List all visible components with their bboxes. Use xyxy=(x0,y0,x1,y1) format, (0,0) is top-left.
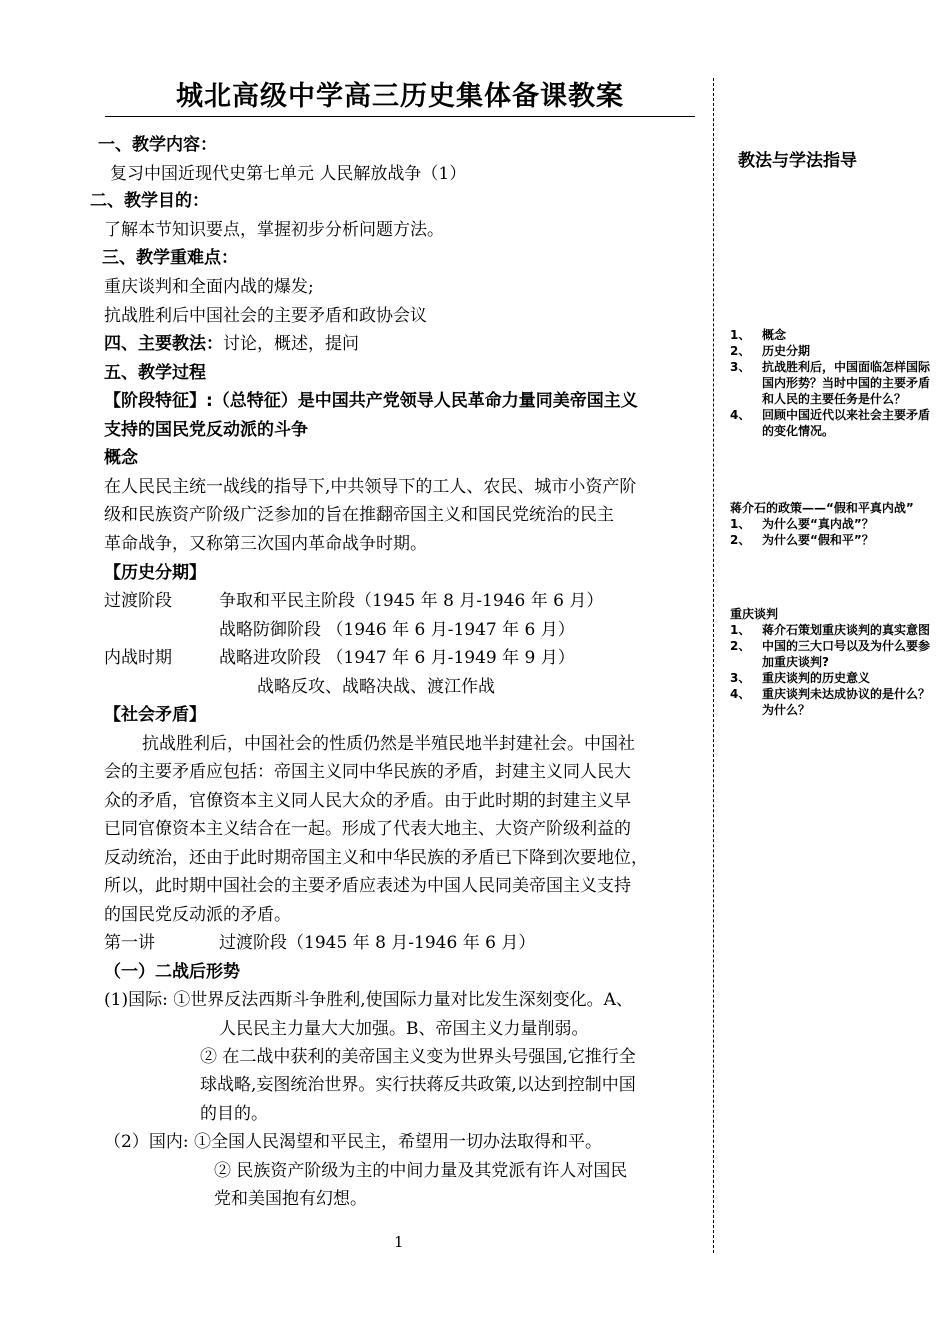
intl-line-3: ② 在二战中获利的美帝国主义变为世界头号强国,它推行全 xyxy=(200,1047,636,1067)
conflict-heading: 【社会矛盾】 xyxy=(104,705,206,725)
section-heading-key: 三、教学重难点： xyxy=(102,248,238,268)
period-3-text: 战略进攻阶段 （1947 年 6 月-1949 年 9 月） xyxy=(219,648,575,668)
section-heading-content: 一、教学内容： xyxy=(98,135,217,155)
sidebar-item: 1、 概念 xyxy=(730,328,787,342)
stage-line-2: 支持的国民党反动派的斗争 xyxy=(104,420,308,440)
sidebar-group-2 xyxy=(730,500,935,548)
stage-line-1: 【阶段特征】:（总特征）是中国共产党领导人民革命力量同美帝国主义 xyxy=(104,391,638,411)
conflict-line-6: 所以，此时期中国社会的主要矛盾应表述为中国人民同美帝国主义支持 xyxy=(104,876,631,896)
period-heading: 【历史分期】 xyxy=(104,563,206,583)
conflict-line-3: 众的矛盾，官僚资本主义同人民大众的矛盾。由于此时期的封建主义早 xyxy=(104,791,631,811)
sidebar-item: 1、 为什么要“真内战”？ xyxy=(730,517,874,531)
conflict-line-1: 抗战胜利后，中国社会的性质仍然是半殖民地半封建社会。中国社 xyxy=(142,734,635,754)
concept-line-3: 革命战争，又称第三次国内革命战争时期。 xyxy=(104,534,427,554)
sidebar-item: 4、 回顾中国近代以来社会主要矛盾的变化情况。 xyxy=(730,408,931,438)
section-heading-method: 四、主要教法： xyxy=(104,334,223,354)
postwar-heading: （一）二战后形势 xyxy=(104,962,240,982)
concept-line-1: 在人民民主统一战线的指导下,中共领导下的工人、农民、城市小资产阶 xyxy=(104,477,637,497)
sidebar-item: 3、 重庆谈判的历史意义 xyxy=(730,671,871,685)
sidebar-item: 1、 蒋介石策划重庆谈判的真实意图 xyxy=(730,623,931,637)
column-divider xyxy=(713,78,714,1253)
sidebar-heading-chongqing: 重庆谈判 xyxy=(730,607,779,621)
intl-line-1: (1)国际: ①世界反法西斯斗争胜利,使国际力量对比发生深刻变化。A、 xyxy=(104,990,633,1010)
sidebar-group-1 xyxy=(730,327,935,439)
intl-line-4: 球战略,妄图统治世界。实行扶蒋反共政策,以达到控制中国 xyxy=(200,1075,636,1095)
sidebar-item: 3、 抗战胜利后，中国面临怎样国际国内形势？当时中国的主要矛盾和人民的主要任务是什么？ xyxy=(730,360,931,406)
period-1-text: 争取和平民主阶段（1945 年 8 月-1946 年 6 月） xyxy=(219,591,604,611)
key-line-1: 重庆谈判和全面内战的爆发; xyxy=(104,277,314,297)
sidebar-item: 2、 中国的三大口号以及为什么要参加重庆谈判? xyxy=(730,639,931,669)
conflict-line-4: 已同官僚资本主义结合在一起。形成了代表大地主、大资产阶级利益的 xyxy=(104,819,631,839)
intl-line-2: 人民民主力量大大加强。B、帝国主义力量削弱。 xyxy=(219,1019,589,1039)
domestic-line-1: （2）国内: ①全国人民渴望和平民主，希望用一切办法取得和平。 xyxy=(104,1132,602,1152)
lecture-text: 过渡阶段（1945 年 8 月-1946 年 6 月） xyxy=(219,933,536,953)
key-line-2: 抗战胜利后中国社会的主要矛盾和政协会议 xyxy=(104,306,427,326)
sidebar-heading-policy: 蒋介石的政策——“假和平真内战” xyxy=(730,501,914,515)
lecture-label: 第一讲 xyxy=(104,933,155,953)
concept-heading: 概念 xyxy=(104,448,138,468)
section-heading-goal: 二、教学目的： xyxy=(90,191,209,211)
sidebar-item: 2、 历史分期 xyxy=(730,344,811,358)
domestic-line-2: ② 民族资产阶级为主的中间力量及其党派有许人对国民 xyxy=(214,1161,628,1181)
content-line: 复习中国近现代史第七单元 人民解放战争（1） xyxy=(110,164,467,184)
intl-line-5: 的目的。 xyxy=(200,1104,268,1124)
period-3-label: 内战时期 xyxy=(104,648,172,668)
section-heading-process: 五、教学过程 xyxy=(104,363,206,383)
concept-line-2: 级和民族资产阶级广泛参加的旨在推翻帝国主义和国民党统治的民主 xyxy=(104,505,614,525)
sidebar-group-3 xyxy=(730,606,935,718)
period-4-text: 战略反攻、战略决战、渡江作战 xyxy=(257,677,495,697)
method-text: 讨论，概述，提问 xyxy=(223,334,359,354)
period-1-label: 过渡阶段 xyxy=(104,591,172,611)
sidebar-title: 教法与学法指导 xyxy=(738,151,857,171)
page-title: 城北高级中学高三历史集体备课教案 xyxy=(105,74,695,117)
goal-line: 了解本节知识要点，掌握初步分析问题方法。 xyxy=(104,220,444,240)
page-number: 1 xyxy=(394,1233,404,1251)
method-line xyxy=(104,333,359,355)
sidebar-item: 4、 重庆谈判未达成协议的是什么？为什么？ xyxy=(730,687,931,717)
conflict-line-2: 会的主要矛盾应包括：帝国主义同中华民族的矛盾，封建主义同人民大 xyxy=(104,762,631,782)
domestic-line-3: 党和美国抱有幻想。 xyxy=(214,1189,367,1209)
conflict-line-5: 反动统治，还由于此时期帝国主义和中华民族的矛盾已下降到次要地位， xyxy=(104,848,648,868)
conflict-line-7: 的国民党反动派的矛盾。 xyxy=(104,905,291,925)
sidebar-item: 2、 为什么要“假和平”？ xyxy=(730,533,874,547)
period-2-text: 战略防御阶段 （1946 年 6 月-1947 年 6 月） xyxy=(219,620,575,640)
